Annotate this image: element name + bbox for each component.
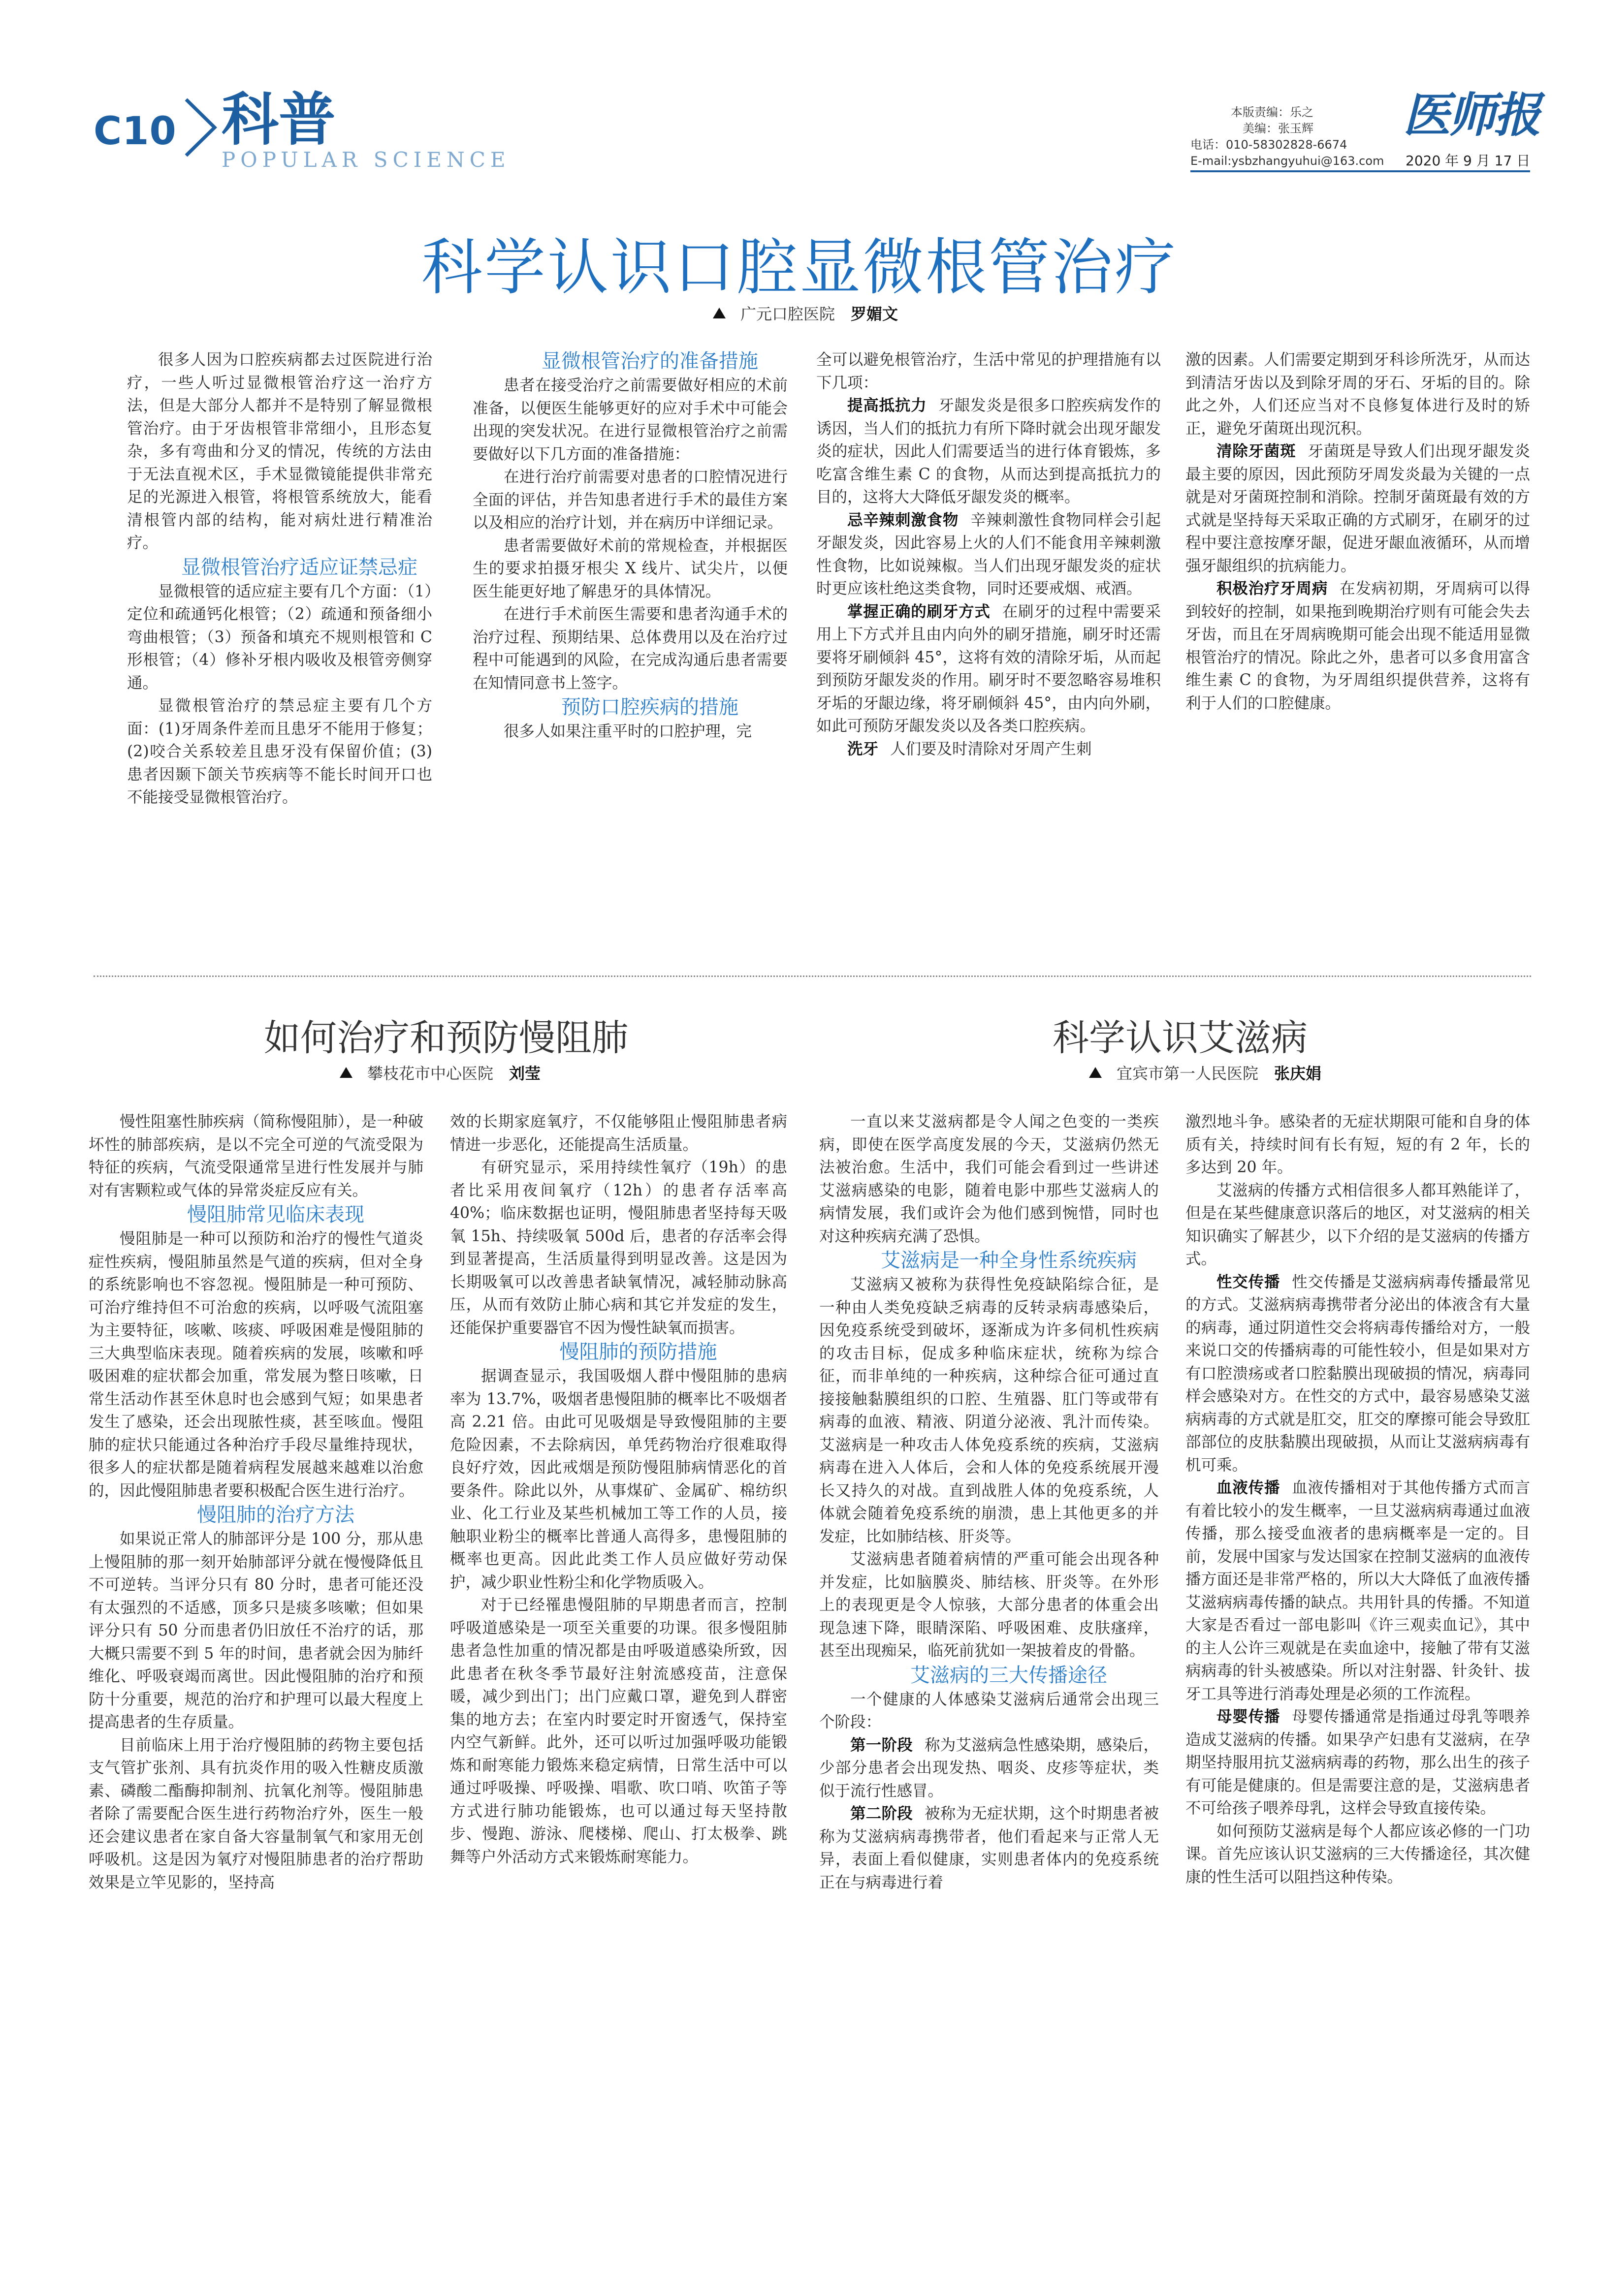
paragraph: 慢阻肺是一种可以预防和治疗的慢性气道炎症性疾病，慢阻肺虽然是气道的疾病，但对全身的系统影响也不容忽视。慢阻肺是一种可预防、可治疗维持但不可治愈的疾病，以呼吸气流阻塞为主要特征，咳嗽、咳痰、呼吸困难是慢阻肺的三大典型临床表现。随着疾病的发展，咳嗽和呼吸困难的症状都会加重，常发展为整日咳嗽，日常生活动作甚至休息时也会感到气短；如果患者发生了感染，还会出现脓性痰，甚至咳血。慢阻肺的症状只能通过各种治疗手段尽量维持现状，很多人的症状都是随着病程发展越来越难以治愈的，因此慢阻肺患者要积极配合医生进行治疗。 — [89, 1230, 423, 1500]
author-name: 刘莹 — [509, 1064, 541, 1083]
keyword-paragraph — [816, 394, 1161, 509]
paragraph: 艾滋病的传播方式相信很多人都耳熟能详了，但是在某些健康意识落后的地区，对艾滋病的相关知识确实了解甚少，以下介绍的是艾滋病的传播方式。 — [1185, 1181, 1530, 1268]
keyword-label: 第二阶段 — [850, 1805, 913, 1823]
article-2-byline — [340, 1061, 541, 1084]
paragraph-text: 牙菌斑是导致人们出现牙龈发炎最主要的原因，因此预防牙周发炎最为关键的一点就是对牙菌斑控制和消除。控制牙菌斑最有效的方式就是坚持每天采取正确的方式刷牙，在刷牙的过程中要注意按摩牙龈，促进牙龈血液循环，从而增强牙龈组织的抗病能力。 — [1185, 442, 1530, 575]
email-line: E-mail:ysbzhangyuhui@163.com — [1190, 154, 1384, 168]
article-3-column-1 — [819, 1110, 1159, 1894]
paragraph: 在进行手术前医生需要和患者沟通手术的治疗过程、预期结果、总体费用以及在治疗过程中可能遇到的风险，在完成沟通后患者需要在知情同意书上签字。 — [473, 605, 788, 692]
paragraph: 目前临床上用于治疗慢阻肺的药物主要包括支气管扩张剂、具有抗炎作用的吸入性糖皮质激素、磷酸二酯酶抑制剂、抗氧化剂等。慢阻肺患者除了需要配合医生进行药物治疗外，医生一般还会建议患者在家自备大容量制氧气和家用无创呼吸机。这是因为氧疗对慢阻肺患者的治疗帮助效果是立竿见影的，坚持高 — [89, 1736, 423, 1891]
paragraph: 显微根管治疗的禁忌症主要有几个方面：(1)牙周条件差而且患牙不能用于修复；(2)咬合关系较差且患牙没有保留价值；(3)患者因颞下颌关节疾病等不能长时间开口也不能接受显微根管治疗。 — [127, 697, 432, 806]
keyword-label: 掌握正确的刷牙方式 — [847, 602, 991, 621]
section-heading: 显微根管治疗的准备措施 — [542, 350, 758, 373]
article-3-byline — [1089, 1061, 1321, 1084]
author-org: 攀枝花市中心医院 — [367, 1064, 494, 1083]
paragraph: 患者在接受治疗之前需要做好相应的术前准备，以便医生能够更好的应对手术中可能会出现的突发状况。在进行显微根管治疗之前需要做好以下几方面的准备措施： — [473, 377, 788, 463]
paragraph: 如果说正常人的肺部评分是 100 分，那从患上慢阻肺的那一刻开始肺部评分就在慢慢降低且不可逆转。当评分只有 80 分时，患者可能还没有太强烈的不适感，顶多只是痰多咳嗽；但如果评分只有 50 分而患者仍旧放任不治疗的话，那大概只需要不到 5 年的时间，患者就会因为肺纤维化、呼吸衰竭而离世。因此慢阻肺的治疗和预防十分重要，规范的治疗和护理可以最大程度上提高患者的生存质量。 — [89, 1530, 423, 1731]
paragraph-text: 称为艾滋病急性感染期，感染后，少部分患者会出现发热、咽炎、皮疹等症状，类似于流行性感冒。 — [819, 1736, 1159, 1800]
article-1-column-3 — [816, 348, 1161, 760]
keyword-paragraph — [1185, 577, 1530, 715]
article-3-column-2 — [1185, 1110, 1530, 1888]
chevron-right-icon — [181, 95, 221, 159]
keyword-paragraph — [1185, 1705, 1530, 1820]
article-1-column-4 — [1185, 348, 1530, 715]
triangle-icon — [1089, 1067, 1102, 1078]
section-heading: 慢阻肺常见临床表现 — [187, 1203, 364, 1226]
paragraph: 很多人因为口腔疾病都去过医院进行治疗，一些人听过显微根管治疗这一治疗方法，但是大部分人都并不是特别了解显微根管治疗。由于牙齿根管非常细小，且形态复杂，多有弯曲和分叉的情况，传统的方法由于无法直视术区，手术显微镜能提供非常充足的光源进入根管，将根管系统放大，能看清根管内部的结构，能对病灶进行精准治疗。 — [127, 351, 432, 552]
keyword-paragraph — [1185, 1271, 1530, 1477]
article-1-column-2 — [473, 348, 788, 743]
paragraph: 全可以避免根管治疗，生活中常见的护理措施有以下几项： — [816, 351, 1161, 392]
newspaper-logo: 医师报 — [1403, 87, 1539, 143]
section-heading: 慢阻肺的预防措施 — [559, 1341, 717, 1363]
keyword-label: 提高抵抗力 — [847, 397, 927, 414]
paragraph-text: 性交传播是艾滋病病毒传播最常见的方式。艾滋病病毒携带者分泌出的体液含有大量的病毒，通过阴道性交会将病毒传播给对方，一般来说口交的传播病毒的可能性较小，但是如果对方有口腔溃疡或者口腔黏膜出现破损的情况，病毒同样会感染对方。在性交的方式中，最容易感染艾滋病病毒的方式就是肛交，肛交的摩擦可能会导致肛部部位的皮肤黏膜出现破损，从而让艾滋病病毒有机可乘。 — [1185, 1273, 1530, 1474]
paragraph-text: 辛辣刺激性食物同样会引起牙龈发炎，因此容易上火的人们不能食用辛辣刺激性食物，比如说辣椒。当人们出现牙龈发炎的症状时更应该杜绝这类食物，同时还要戒烟、戒酒。 — [816, 511, 1161, 598]
keyword-label: 第一阶段 — [850, 1736, 913, 1754]
paragraph: 一直以来艾滋病都是令人闻之色变的一类疾病，即使在医学高度发展的今天，艾滋病仍然无法被治愈。生活中，我们可能会看到过一些讲述艾滋病感染的电影，随着电影中那些艾滋病人的病情发展，我们或许会为他们感到惋惜，同时也对这种疾病充满了恐惧。 — [819, 1113, 1159, 1245]
keyword-label: 清除牙菌斑 — [1216, 442, 1296, 460]
paragraph: 艾滋病又被称为获得性免疫缺陷综合征，是一种由人类免疫缺乏病毒的反转录病毒感染后，因免疫系统受到破坏，逐渐成为许多伺机性疾病的攻击目标，促成多种临床症状，统称为综合征，而非单纯的一种疾病，这种综合征可通过直接接触黏膜组织的口腔、生殖器、肛门等或带有病毒的血液、精液、阴道分泌液、乳汁而传染。艾滋病是一种攻击人体免疫系统的疾病，艾滋病病毒在进入人体后，会和人体的免疫系统展开漫长又持久的对战。直到战胜人体的免疫系统，人体就会随着免疫系统的崩溃，患上其他更多的并发症，比如肺结核、肝炎等。 — [819, 1276, 1159, 1545]
paragraph: 对于已经罹患慢阻肺的早期患者而言，控制呼吸道感染是一项至关重要的功课。很多慢阻肺患者急性加重的情况都是由呼吸道感染所致，因此患者在秋冬季节最好注射流感疫苗，注意保暖，减少到出门；出门应戴口罩，避免到人群密集的地方去；在室内时要定时开窗透气，保持室内空气新鲜。此外，还可以听过加强呼吸功能锻炼和耐寒能力锻炼来稳定病情，日常生活中可以通过呼吸操、呼吸操、唱歌、吹口哨、吹笛子等方式进行肺功能锻炼，也可以通过每天坚持散步、慢跑、游泳、爬楼梯、爬山、打太极拳、跳舞等户外活动方式来锻炼耐寒能力。 — [450, 1596, 787, 1866]
triangle-icon — [713, 308, 726, 318]
triangle-icon — [340, 1067, 352, 1078]
article-2-column-2 — [450, 1110, 787, 1868]
keyword-label: 忌辛辣刺激食物 — [847, 511, 959, 529]
paragraph: 有研究显示，采用持续性氧疗（19h）的患者比采用夜间氧疗（12h）的患者存活率高 40%；临床数据也证明，慢阻肺患者坚持每天吸氧 15h、持续吸氧 500d 后，患者的存活率会得到显著提高，生活质量得到明显改善。这是因为长期吸氧可以改善患者缺氧情况，减轻肺动脉高压，从而有效防止肺心病和其它并发症的发生，还能保护重要器官不因为慢性缺氧而损害。 — [450, 1159, 787, 1337]
article-2-column-1 — [89, 1110, 423, 1894]
keyword-paragraph — [1185, 1477, 1530, 1705]
paragraph: 在进行治疗前需要对患者的口腔情况进行全面的评估，并告知患者进行手术的最佳方案以及相应的治疗计划，并在病历中详细记录。 — [473, 468, 788, 532]
paragraph: 患者需要做好术前的常规检查，并根据医生的要求拍摄牙根尖 X 线片、试尖片，以便医生能更好地了解患牙的具体情况。 — [473, 536, 788, 600]
paragraph: 据调查显示，我国吸烟人群中慢阻肺的患病率为 13.7%，吸烟者患慢阻肺的概率比不吸烟者高 2.21 倍。由此可见吸烟是导致慢阻肺的主要危险因素，不去除病因，单凭药物治疗很难取得良好疗效，因此戒烟是预防慢阻肺病情恶化的首要条件。除此以外，从事煤矿、金属矿、棉纺织业、化工行业及某些机械加工等工作的人员，接触职业粉尘的概率比普通人高得多，患慢阻肺的概率也更高。因此此类工作人员应做好劳动保护，减少职业性粉尘和化学物质吸入。 — [450, 1367, 787, 1591]
article-3-title: 科学认识艾滋病 — [1053, 1017, 1308, 1059]
paragraph-text: 母婴传播通常是指通过母乳等喂养造成艾滋病的传播。如果孕产妇患有艾滋病，在孕期坚持服用抗艾滋病病毒的药物，那么出生的孩子有可能是健康的。但是需要注意的是，艾滋病患者不可给孩子喂养母乳，这样会导致直接传染。 — [1185, 1708, 1530, 1817]
article-1-title: 科学认识口腔显微根管治疗 — [421, 232, 1178, 303]
keyword-paragraph — [816, 600, 1161, 738]
section-heading: 艾滋病是一种全身性系统疾病 — [881, 1249, 1137, 1272]
keyword-label: 积极治疗牙周病 — [1216, 580, 1328, 598]
paragraph: 一个健康的人体感染艾滋病后通常会出现三个阶段： — [819, 1690, 1159, 1731]
paragraph: 慢性阻塞性肺疾病（简称慢阻肺），是一种破坏性的肺部疾病，是以不完全可逆的气流受限为特征的疾病，气流受限通常呈进行性发展并与肺对有害颗粒或气体的异常炎症反应有关。 — [89, 1113, 423, 1199]
article-1-byline — [713, 302, 898, 324]
author-org: 广元口腔医院 — [740, 305, 835, 323]
paragraph-text: 人们要及时清除对牙周产生刺 — [890, 740, 1092, 758]
section-heading: 艾滋病的三大传播途径 — [910, 1664, 1107, 1687]
paragraph: 激的因素。人们需要定期到牙科诊所洗牙，从而达到清洁牙齿以及到除牙周的牙石、牙垢的目的。除此之外，人们还应当对不良修复体进行及时的矫正，避免牙菌斑出现沉积。 — [1185, 351, 1530, 438]
paragraph: 艾滋病患者随着病情的严重可能会出现各种并发症，比如脑膜炎、肺结核、肝炎等。在外形上的表现更是令人惊骇，大部分患者的体重会出现急速下降，眼睛深陷、呼吸困难、皮肤瘙痒，甚至出现痴呆，临死前犹如一架披着皮的骨骼。 — [819, 1550, 1159, 1660]
article-1-column-1 — [127, 348, 432, 809]
page-number: C10 — [94, 109, 177, 154]
section-heading: 预防口腔疾病的措施 — [561, 696, 738, 719]
paragraph: 如何预防艾滋病是每个人都应该必修的一门功课。首先应该认识艾滋病的三大传播途径，其次健康的性生活可以阻挡这种传染。 — [1185, 1822, 1530, 1886]
paragraph-text: 在发病初期，牙周病可以得到较好的控制，如果拖到晚期治疗则有可能会失去牙齿，而且在牙周病晚期可能会出现不能适用显微根管治疗的情况。除此之外，患者可以多食用富含维生素 C 的食物，为牙周组织提供营养，这将有利于人们的口腔健康。 — [1185, 580, 1530, 712]
keyword-label: 洗牙 — [847, 740, 879, 758]
section-divider — [94, 975, 1531, 977]
keyword-paragraph — [819, 1802, 1159, 1894]
article-2-title: 如何治疗和预防慢阻肺 — [264, 1017, 628, 1059]
section-title: 科普 — [222, 87, 336, 153]
keyword-label: 母婴传播 — [1216, 1708, 1280, 1726]
paragraph-text: 血液传播相对于其他传播方式而言有着比较小的发生概率，一旦艾滋病病毒通过血液传播，那么接受血液者的患病概率是一定的。目前，发展中国家与发达国家在控制艾滋病的血液传播方面还是非常严格的，所以大大降低了血液传播艾滋病病毒传播的缺点。共用针具的传播。不知道大家是否看过一部电影叫《许三观卖血记》，其中的主人公许三观就是在卖血途中，接触了带有艾滋病病毒的针头被感染。所以对注射器、针灸针、拔牙工具等进行消毒处理是必须的工作流程。 — [1185, 1479, 1530, 1703]
designer-line: 美编：张玉辉 — [1243, 122, 1313, 135]
section-heading: 显微根管治疗适应证禁忌症 — [181, 556, 417, 579]
keyword-paragraph — [816, 738, 1161, 761]
paragraph: 激烈地斗争。感染者的无症状期限可能和自身的体质有关，持续时间有长有短，短的有 2 年，长的多达到 20 年。 — [1185, 1113, 1530, 1176]
keyword-paragraph — [1185, 440, 1530, 577]
keyword-paragraph — [819, 1734, 1159, 1803]
author-org: 宜宾市第一人民医院 — [1117, 1064, 1259, 1083]
author-name: 张庆娟 — [1274, 1064, 1322, 1083]
paragraph: 显微根管的适应症主要有几个方面：（1）定位和疏通钙化根管；（2）疏通和预备细小弯曲根管；（3）预备和填充不规则根管和 C 形根管；（4）修补牙根内吸收及根管旁侧穿通。 — [127, 582, 432, 692]
phone-line: 电话：010-58302828-6674 — [1190, 138, 1347, 152]
keyword-label: 血液传播 — [1216, 1479, 1280, 1497]
header-rule — [1190, 170, 1530, 172]
paragraph: 很多人如果注重平时的口腔护理，完 — [504, 723, 752, 740]
section-heading: 慢阻肺的治疗方法 — [197, 1504, 354, 1526]
paragraph: 效的长期家庭氧疗，不仅能够阻止慢阻肺患者病情进一步恶化，还能提高生活质量。 — [450, 1113, 787, 1154]
publication-date: 2020 年 9 月 17 日 — [1406, 153, 1531, 169]
paragraph-text: 被称为无症状期，这个时期患者被称为艾滋病病毒携带者，他们看起来与正常人无异，表面上看似健康，实则患者体内的免疫系统正在与病毒进行着 — [819, 1805, 1159, 1891]
keyword-label: 性交传播 — [1216, 1273, 1280, 1291]
editor-line: 本版责编：乐之 — [1231, 105, 1313, 119]
editor-credits — [1190, 104, 1384, 169]
author-name: 罗媚文 — [851, 305, 898, 323]
paragraph-text: 在刷牙的过程中需要采用上下方式并且由内向外的刷牙措施，刷牙时还需要将牙刷倾斜 45°，这将有效的清除牙垢，从而起到预防牙龈发炎的作用。刷牙时不要忽略容易堆积牙垢的牙龈边缘，将牙刷倾斜 45°，由内向外刷，如此可预防牙龈发炎以及各类口腔疾病。 — [816, 602, 1161, 735]
paragraph-text: 牙龈发炎是很多口腔疾病发作的诱因，当人们的抵抗力有所下降时就会出现牙龈发炎的症状，因此人们需要适当的进行体育锻炼，多吃富含维生素 C 的食物，从而达到提高抵抗力的目的，这将大大降低牙龈发炎的概率。 — [816, 397, 1161, 506]
section-subtitle: POPULAR SCIENCE — [222, 148, 511, 172]
keyword-paragraph — [816, 509, 1161, 600]
